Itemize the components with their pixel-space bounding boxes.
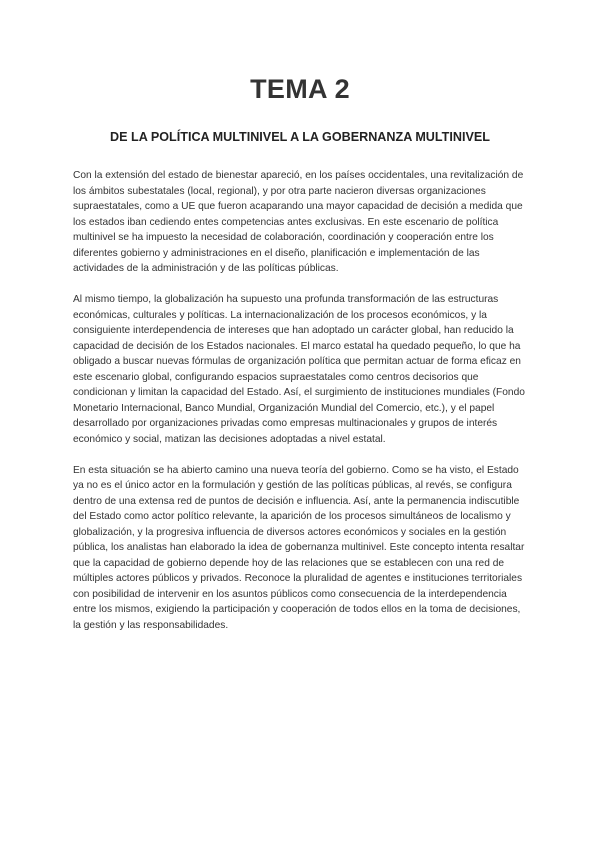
paragraph: Al mismo tiempo, la globalización ha supuesto una profunda transformación de las estructuras económicas, culturales y políticas. La internacionalización de los procesos económicos, y la consiguiente interdependencia de intereses que han adoptado un carácter global, han reducido la capacidad de decisión de los Estados nacionales. El marco estatal ha quedado pequeño, lo que ha obligado a buscar nuevas fórmulas de organización política que permitan actuar de forma eficaz en este escenario global, configurando espacios supraestatales como centros decisorios que condicionan y limitan la capacidad del Estado. Así, el surgimiento de instituciones mundiales (Fondo Monetario Internacional, Banco Mundial, Organización Mundial del Comercio, etc.), y el papel desarrollado por organizaciones privadas como empresas multinacionales y grupos de interés económico y social, matizan las decisiones adoptadas a nivel estatal. <box>73 294 525 445</box>
page-title: TEMA 2 <box>250 74 350 104</box>
section-subtitle: DE LA POLÍTICA MULTINIVEL A LA GOBERNANZA MULTINIVEL <box>110 130 490 144</box>
paragraph: Con la extensión del estado de bienestar apareció, en los países occidentales, una revitalización de los ámbitos subestatales (local, regional), y por otra parte nacieron diversas organizaciones supraestatales, como a UE que fueron acaparando una mayor capacidad de decisión a medida que los estados iban cediendo entes competencias antes exclusivas. En este escenario de política multinivel se ha impuesto la necesidad de colaboración, coordinación y cooperación entre los diferentes gobierno y administraciones en el diseño, planificación e implementación de las actividades de la administración y de las políticas públicas. <box>73 170 524 274</box>
paragraph: En esta situación se ha abierto camino una nueva teoría del gobierno. Como se ha visto, el Estado ya no es el único actor en la formulación y gestión de las políticas públicas, al revés, se configura dentro de una extensa red de puntos de decisión e influencia. Así, ante la permanencia indiscutible del Estado como actor político relevante, la aparición de los procesos simultáneos de localismo y globalización, y la progresiva influencia de diversos actores económicos y sociales en la gestión pública, los analistas han elaborado la idea de gobernanza multinivel. Este concepto intenta resaltar que la capacidad de gobierno depende hoy de las relaciones que se establecen con una red de múltiples actores públicos y privados. Reconoce la pluralidad de agentes e instituciones territoriales con posibilidad de intervenir en los asuntos públicos como consecuencia de la interdependencia entre los mismos, exigiendo la participación y cooperación de todos ellos en la toma de decisiones, la gestión y las responsabilidades. <box>73 464 525 631</box>
body-text <box>73 168 528 649</box>
